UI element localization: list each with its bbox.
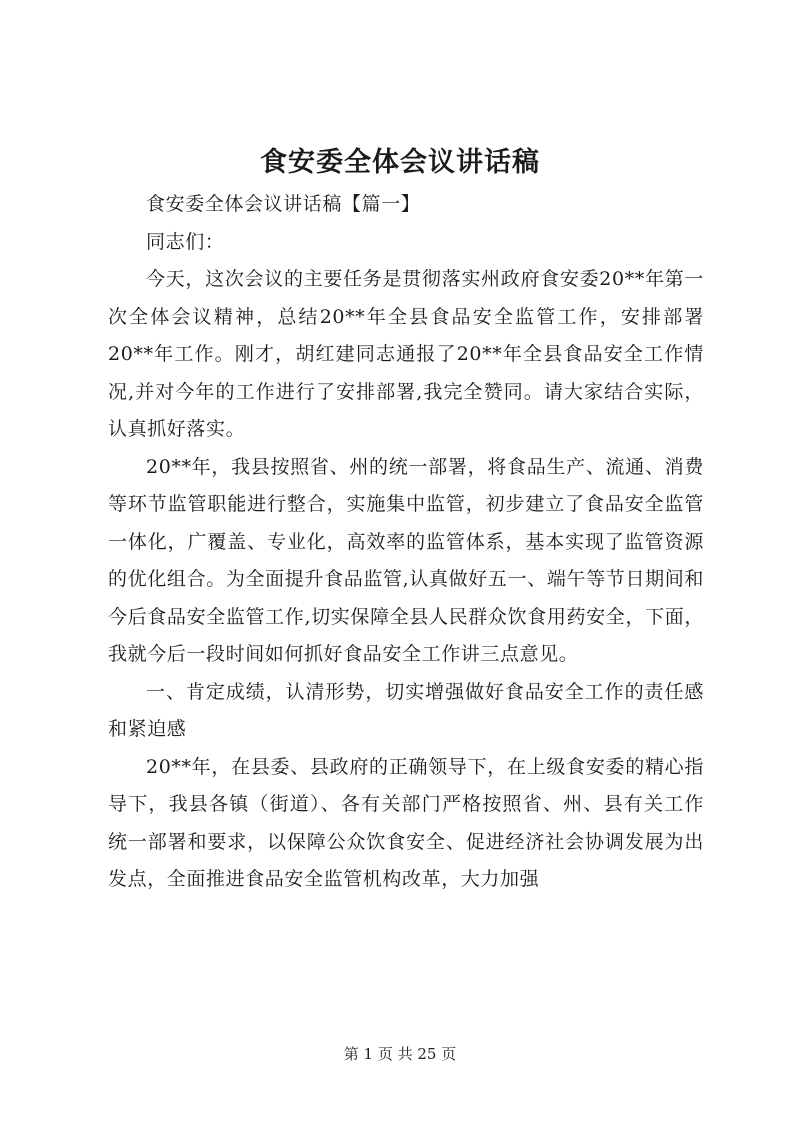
body-paragraph: 20**年，我县按照省、州的统一部署，将食品生产、流通、消费等环节监管职能进行整合，实施集中监管，初步建立了食品安全监管一体化，广覆盖、专业化，高效率的监管体系，基本实现了监管资源的优化组合。为全面提升食品监管,认真做好五一、端午等节日期间和今后食品安全监管工作,切实保障全县人民群众饮食用药安全，下面，我就今后一段时间如何抓好食品安全工作讲三点意见。 (108, 455, 704, 665)
salutation: 同志们： (146, 230, 225, 253)
section-heading: 食安委全体会议讲话稿【篇一】 (146, 193, 421, 215)
page-footer: 第 1 页 共 25 页 (343, 1045, 457, 1063)
body-paragraph: 20**年，在县委、县政府的正确领导下，在上级食安委的精心指导下，我县各镇（街道）、各有关部门严格按照省、州、县有关工作统一部署和要求，以保障公众饮食安全、促进经济社会协调发展为出发点，全面推进食品安全监管机构改革，大力加强 (108, 755, 704, 890)
body-paragraph: 今天，这次会议的主要任务是贯彻落实州政府食安委20**年第一次全体会议精神，总结20**年全县食品安全监管工作，安排部署20**年工作。刚才，胡红建同志通报了20**年全县食品安全工作情况,并对今年的工作进行了安排部署,我完全赞同。请大家结合实际，认真抓好落实。 (108, 268, 704, 440)
section-heading: 一、肯定成绩，认清形势，切实增强做好食品安全工作的责任感和紧迫感 (108, 680, 704, 740)
document-title: 食安委全体会议讲话稿 (260, 147, 540, 178)
document-body (108, 186, 704, 899)
